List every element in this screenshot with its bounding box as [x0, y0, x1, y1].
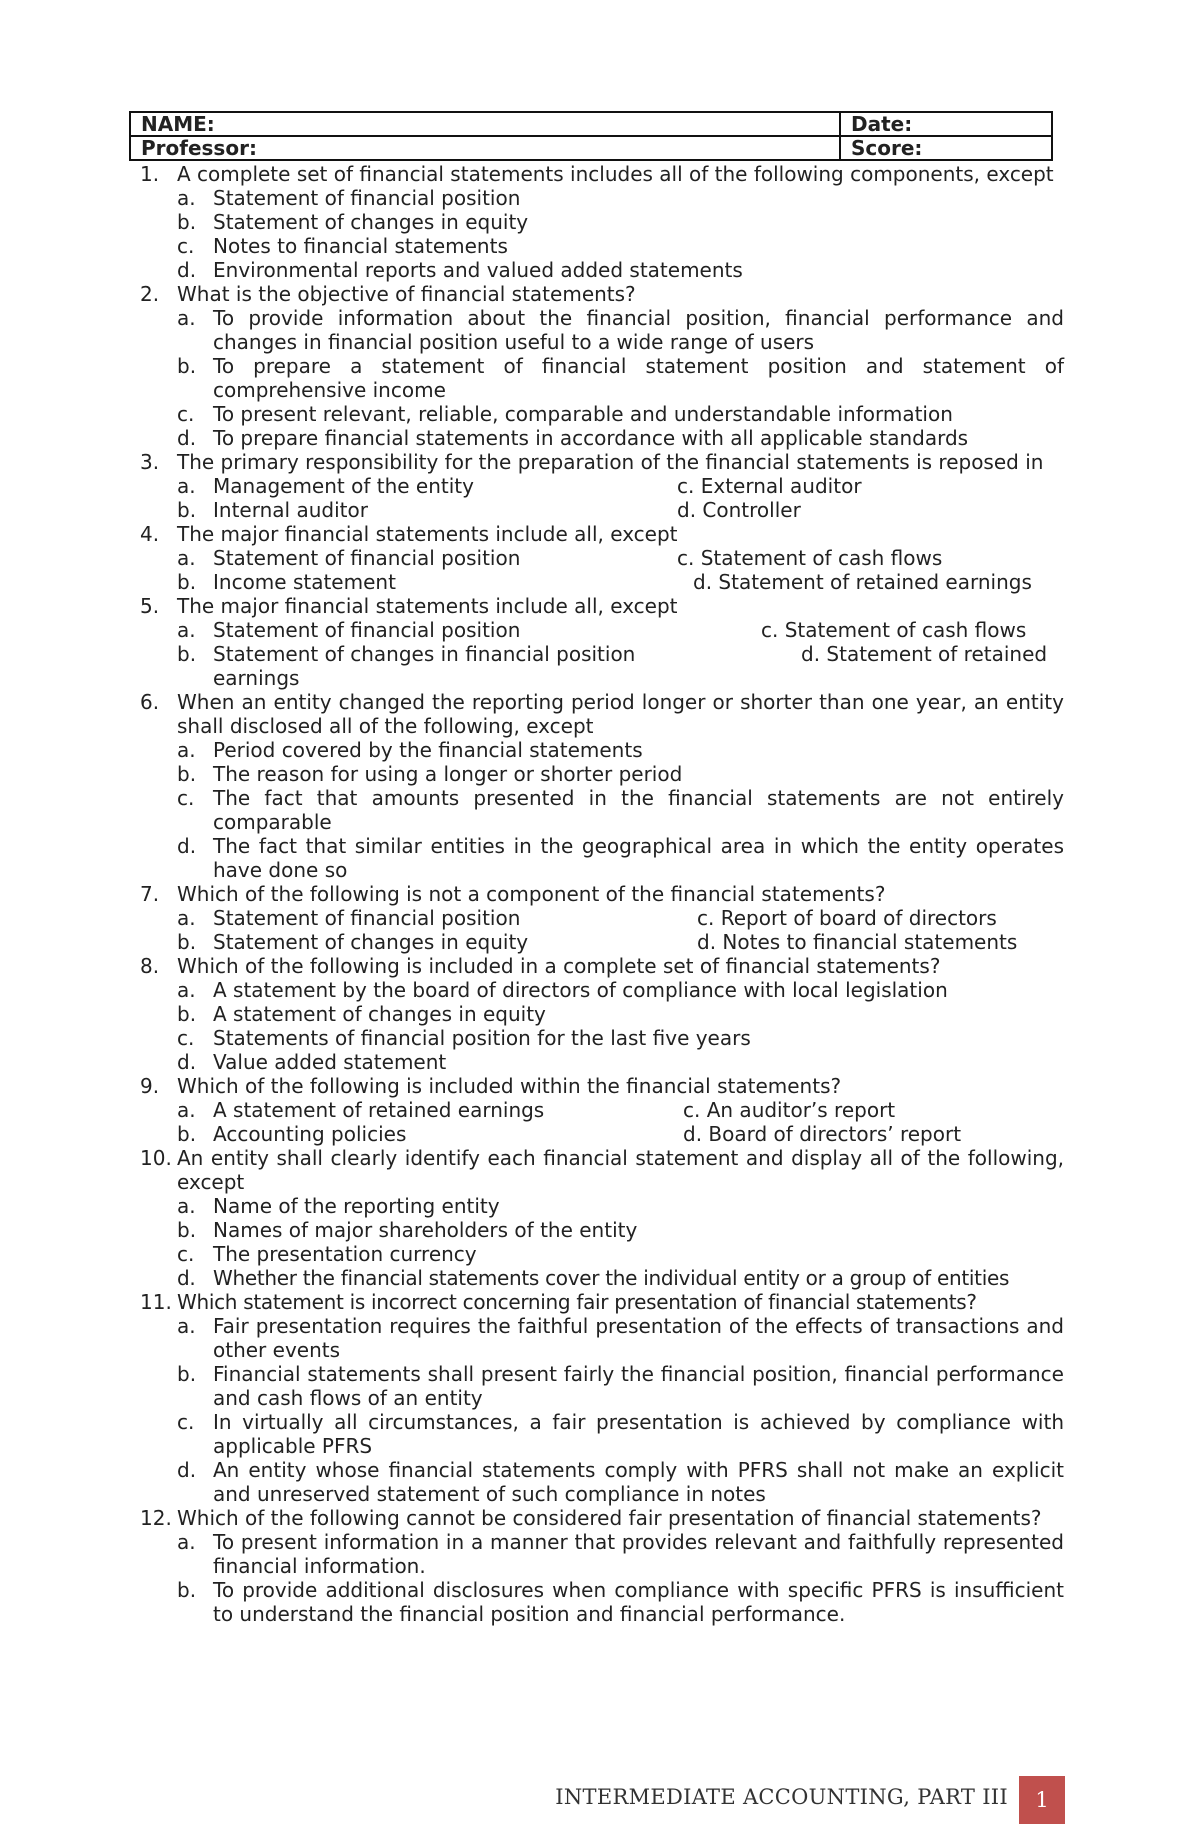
option-text: Statement of changes in equity — [213, 930, 529, 954]
option-row — [177, 570, 1064, 594]
option-letter: a. — [177, 618, 196, 642]
option-letter: c. — [177, 402, 195, 426]
option-letter: b. — [177, 642, 197, 666]
option — [177, 930, 528, 954]
option — [177, 1410, 1064, 1458]
option-text: Period covered by the financial statements — [213, 738, 643, 762]
option — [177, 978, 1064, 1002]
option-text: Statements of financial position for the last five years — [213, 1026, 751, 1050]
question-text: What is the objective of financial statements? — [177, 282, 636, 306]
option-row — [177, 930, 1064, 954]
option-text: The fact that amounts presented in the financial statements are not entirely comparable — [213, 786, 1064, 834]
name-field: NAME: — [130, 112, 840, 136]
footer-course-title: INTERMEDIATE ACCOUNTING, PART III — [555, 1785, 1008, 1809]
question-text: The primary responsibility for the preparation of the financial statements is reposed in — [177, 450, 1044, 474]
option-letter: c. — [177, 1242, 195, 1266]
option — [177, 618, 520, 642]
question-11 — [140, 1290, 1064, 1506]
option-letter: c. — [177, 786, 195, 810]
option-letter: d. — [697, 930, 717, 954]
option — [177, 1218, 1064, 1242]
option-letter: a. — [177, 1314, 196, 1338]
option-text: To present relevant, reliable, comparable and understandable information — [213, 402, 953, 426]
option-letter: b. — [177, 1122, 197, 1146]
option-text: earnings — [213, 666, 300, 690]
option — [177, 306, 1064, 354]
option-letter: a. — [177, 978, 196, 1002]
option — [683, 1098, 895, 1122]
option-text: Statement of changes in equity — [213, 210, 529, 234]
option-letter: a. — [177, 906, 196, 930]
question-10 — [140, 1146, 1064, 1290]
option-text: Report of board of directors — [720, 906, 997, 930]
option — [697, 930, 1017, 954]
option-text: To prepare a statement of financial statement position and statement of comprehensive income — [213, 354, 1064, 402]
option — [177, 354, 1064, 402]
option-letter: d. — [693, 570, 713, 594]
question-text: A complete set of financial statements includes all of the following components, except — [177, 162, 1054, 186]
option-letter: d. — [801, 642, 821, 666]
option — [177, 642, 635, 666]
option — [177, 258, 1064, 282]
option-letter: d. — [177, 834, 197, 858]
question-text: Which of the following cannot be considered fair presentation of financial statements? — [177, 1506, 1042, 1530]
option-text: An entity whose financial statements comply with PFRS shall not make an explicit and unreserved statement of such compliance in notes — [213, 1458, 1064, 1506]
option-text: An auditor’s report — [706, 1098, 896, 1122]
option-letter: b. — [177, 210, 197, 234]
option — [697, 906, 997, 930]
option-text: A statement by the board of directors of compliance with local legislation — [213, 978, 948, 1002]
option — [177, 570, 396, 594]
option-continuation — [177, 666, 1064, 690]
option-letter: b. — [177, 1218, 197, 1242]
option — [177, 834, 1064, 882]
question-text: Which of the following is not a component of the financial statements? — [177, 882, 886, 906]
option-letter: d. — [177, 258, 197, 282]
option — [177, 762, 1064, 786]
option-letter: b. — [177, 930, 197, 954]
option-row — [177, 618, 1064, 642]
option-text: To provide information about the financial position, financial performance and changes in financial position useful to a wide range of users — [213, 306, 1064, 354]
option-letter: b. — [177, 1002, 197, 1026]
option-text: Name of the reporting entity — [213, 1194, 500, 1218]
option-text: Statement of retained earnings — [718, 570, 1032, 594]
option-letter: a. — [177, 546, 196, 570]
option-text: A statement of changes in equity — [213, 1002, 546, 1026]
option-letter: b. — [177, 570, 197, 594]
option-letter: c. — [683, 1098, 701, 1122]
option-row — [177, 906, 1064, 930]
option — [177, 1266, 1064, 1290]
option-text: Statement of changes in financial position — [213, 642, 636, 666]
question-text: The major financial statements include all, except — [177, 522, 678, 546]
question-1 — [140, 162, 1064, 282]
option-text: Notes to financial statements — [213, 234, 508, 258]
option — [177, 186, 1064, 210]
question-number: 7. — [140, 882, 160, 906]
question-number: 4. — [140, 522, 160, 546]
option — [693, 570, 1032, 594]
option-text: Statement of retained — [826, 642, 1048, 666]
option — [177, 402, 1064, 426]
question-8 — [140, 954, 1064, 1074]
option-letter: a. — [177, 474, 196, 498]
option-letter: a. — [177, 1098, 196, 1122]
option-letter: d. — [683, 1122, 703, 1146]
question-number: 2. — [140, 282, 160, 306]
option-letter: b. — [177, 1362, 197, 1386]
option — [177, 1314, 1064, 1362]
option-row — [177, 642, 1064, 666]
option — [177, 210, 1064, 234]
option-letter: d. — [677, 498, 697, 522]
option — [177, 786, 1064, 834]
option — [177, 1242, 1064, 1266]
option-letter: d. — [177, 1266, 196, 1290]
question-2 — [140, 282, 1064, 450]
option-text: To provide additional disclosures when compliance with specific PFRS is insufficient to understand the financial position and financial performance. — [213, 1578, 1064, 1626]
option-letter: b. — [177, 1578, 197, 1602]
option-text: Statement of cash flows — [700, 546, 943, 570]
score-field: Score: — [840, 136, 1052, 160]
option-letter: b. — [177, 762, 197, 786]
option-text: Financial statements shall present fairly the financial position, financial performance and cash flows of an entity — [213, 1362, 1064, 1410]
option — [177, 1002, 1064, 1026]
option — [177, 546, 520, 570]
question-text: An entity shall clearly identify each financial statement and display all of the following, except — [177, 1146, 1064, 1194]
option-text: Statement of financial position — [213, 618, 521, 642]
question-text: Which statement is incorrect concerning fair presentation of financial statements? — [177, 1290, 977, 1314]
option-row — [177, 1098, 1064, 1122]
question-6 — [140, 690, 1064, 882]
option-letter: c. — [697, 906, 715, 930]
option-letter: b. — [177, 354, 197, 378]
question-number: 8. — [140, 954, 160, 978]
question-12 — [140, 1506, 1064, 1626]
question-number: 9. — [140, 1074, 160, 1098]
option-text: Statement of cash flows — [784, 618, 1027, 642]
option — [177, 1530, 1064, 1578]
option-text: Environmental reports and valued added statements — [213, 258, 743, 282]
option-row — [177, 498, 1064, 522]
option-text: To present information in a manner that provides relevant and faithfully represented financial information. — [213, 1530, 1064, 1578]
option — [177, 1362, 1064, 1410]
option-text: Management of the entity — [213, 474, 474, 498]
option — [177, 426, 1064, 450]
option — [677, 474, 862, 498]
question-text: When an entity changed the reporting period longer or shorter than one year, an entity shall disclosed all of the following, except — [177, 690, 1064, 738]
option — [177, 234, 1064, 258]
option-text: Internal auditor — [213, 498, 368, 522]
option — [177, 1026, 1064, 1050]
option — [177, 738, 1064, 762]
question-9 — [140, 1074, 1064, 1146]
option-letter: c. — [677, 474, 695, 498]
option-letter: a. — [177, 186, 196, 210]
header-table — [129, 111, 1053, 161]
question-number: 3. — [140, 450, 160, 474]
option-text: The reason for using a longer or shorter period — [213, 762, 683, 786]
option — [177, 474, 474, 498]
option-letter: c. — [761, 618, 779, 642]
option-letter: c. — [177, 1026, 195, 1050]
question-number: 11. — [140, 1290, 172, 1314]
question-number: 1. — [140, 162, 160, 186]
option-text: Income statement — [213, 570, 396, 594]
option — [177, 1050, 1064, 1074]
option-text: Fair presentation requires the faithful presentation of the effects of transactions and other events — [213, 1314, 1064, 1362]
option — [177, 498, 368, 522]
option-text: Value added statement — [213, 1050, 447, 1074]
question-number: 6. — [140, 690, 160, 714]
option-text: Statement of financial position — [213, 546, 521, 570]
option-letter: d. — [177, 1050, 197, 1074]
option-text: The fact that similar entities in the geographical area in which the entity operates have done so — [213, 834, 1064, 882]
page-number-badge: 1 — [1019, 1776, 1065, 1824]
option-text: External auditor — [700, 474, 862, 498]
option — [177, 1578, 1064, 1626]
question-5 — [140, 594, 1064, 690]
option-text: In virtually all circumstances, a fair presentation is achieved by compliance with applicable PFRS — [213, 1410, 1064, 1458]
option-text: Board of directors’ report — [708, 1122, 962, 1146]
option-text: Accounting policies — [213, 1122, 407, 1146]
option — [801, 642, 1047, 666]
question-text: Which of the following is included within the financial statements? — [177, 1074, 842, 1098]
option — [177, 1458, 1064, 1506]
option-text: Names of major shareholders of the entity — [213, 1218, 638, 1242]
quiz-body — [140, 162, 1064, 1626]
option — [177, 1194, 1064, 1218]
option — [177, 906, 520, 930]
option-text: Statement of financial position — [213, 186, 521, 210]
option — [677, 498, 801, 522]
question-text: Which of the following is included in a complete set of financial statements? — [177, 954, 941, 978]
option-letter: a. — [177, 306, 196, 330]
question-3 — [140, 450, 1064, 522]
option-letter: c. — [177, 234, 195, 258]
option-text: Notes to financial statements — [722, 930, 1018, 954]
option — [761, 618, 1026, 642]
date-field: Date: — [840, 112, 1052, 136]
option — [683, 1122, 961, 1146]
option-letter: d. — [177, 426, 197, 450]
option-letter: b. — [177, 498, 197, 522]
option-text: Statement of financial position — [213, 906, 521, 930]
professor-field: Professor: — [130, 136, 840, 160]
question-7 — [140, 882, 1064, 954]
question-4 — [140, 522, 1064, 594]
option-letter: a. — [177, 1530, 196, 1554]
option-letter: c. — [177, 1410, 195, 1434]
option — [177, 1098, 544, 1122]
question-number: 10. — [140, 1146, 172, 1170]
option-text: Whether the financial statements cover the individual entity or a group of entities — [213, 1266, 1010, 1290]
option-letter: c. — [677, 546, 695, 570]
option — [177, 1122, 406, 1146]
option-row — [177, 546, 1064, 570]
option-text: Controller — [702, 498, 801, 522]
option-row — [177, 1122, 1064, 1146]
option-text: A statement of retained earnings — [213, 1098, 545, 1122]
option-text: To prepare financial statements in accordance with all applicable standards — [213, 426, 969, 450]
question-number: 5. — [140, 594, 160, 618]
option-letter: a. — [177, 1194, 196, 1218]
option-text: The presentation currency — [213, 1242, 477, 1266]
option-row — [177, 474, 1064, 498]
question-number: 12. — [140, 1506, 172, 1530]
option — [677, 546, 942, 570]
option-letter: a. — [177, 738, 196, 762]
option-letter: d. — [177, 1458, 197, 1482]
question-text: The major financial statements include all, except — [177, 594, 678, 618]
